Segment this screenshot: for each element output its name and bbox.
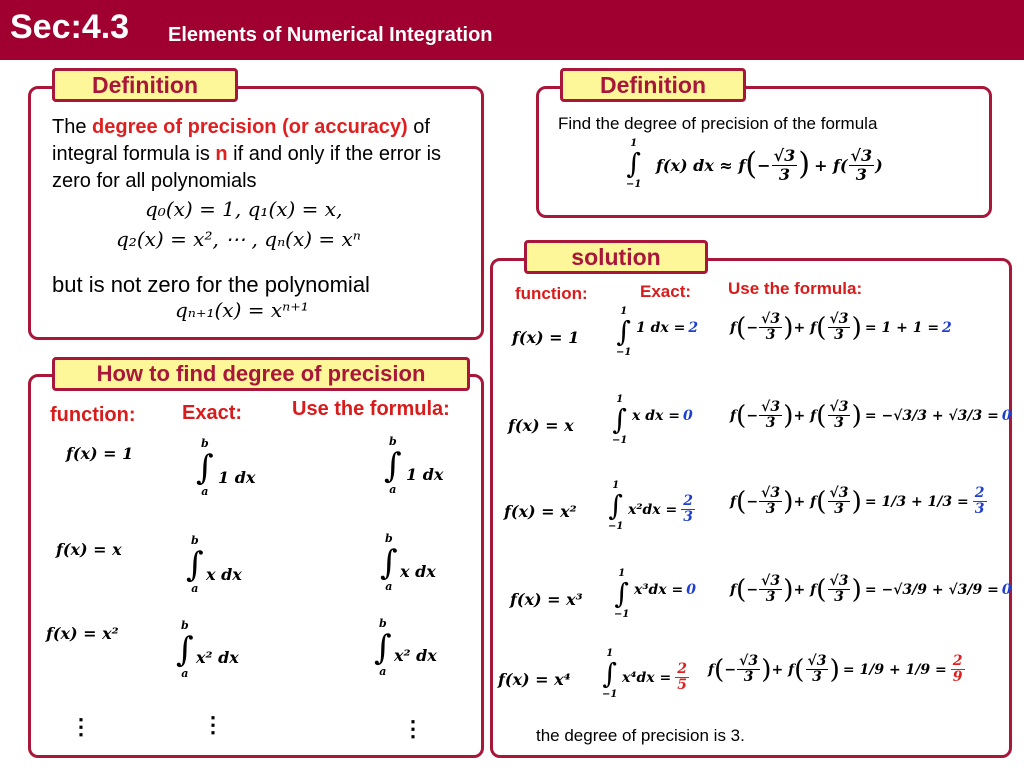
solution-integrand-1: 1 dx = [636, 320, 686, 336]
def-text-highlight: degree of precision (or accuracy) [92, 116, 408, 138]
how-to-formula-integrand-1: 1 dx [406, 465, 444, 484]
solution-tag: solution [524, 240, 708, 274]
solution-integrand-5: x⁴dx = [622, 669, 672, 686]
how-to-exact-integrand-1: 1 dx [218, 468, 256, 487]
solution-use-formula-header: Use the formula: [728, 279, 863, 298]
solution-result-3: $\frac{2}{3}$ [974, 485, 985, 518]
how-to-func-2: f(x) = x [56, 540, 122, 559]
formula-frac-den-1: 3 [778, 164, 790, 184]
def-text-middle: of integral formula is [52, 116, 430, 165]
integral-sign-icon: ∫ [608, 489, 623, 522]
solution-rhs-5: = 1/9 + 1/9 = [842, 661, 947, 678]
formula-integrand: f(x) dx ≈ f [656, 155, 746, 175]
how-to-formula-integrand-3: x² dx [394, 646, 437, 665]
solution-func-3: f(x) = x² [504, 502, 577, 521]
solution-integral-1: 1 ∫ −1 [616, 306, 632, 358]
conclusion-text: the degree of precision is 3. [536, 726, 745, 745]
solution-formula-5: f ( − $\frac{√3}{3}$ ) + f ( $\frac{√3}{3}$ ) = 1/9 + 1/9 = $\frac{2}{9}$ [708, 653, 963, 686]
solution-result-2: 0 [1001, 407, 1012, 424]
polynomial-equation-1: q₀(x) = 1, q₁(x) = x, [145, 197, 343, 221]
how-to-exact-integrand-2: x dx [206, 565, 242, 584]
solution-exact-4 [634, 582, 696, 598]
solution-exact-3 [628, 494, 696, 526]
how-to-ellipsis-3: ⋮ [402, 716, 424, 741]
solution-exact-value-4: 0 [686, 582, 696, 598]
formula-upper-limit: 1 [630, 138, 638, 149]
how-to-formula-integral-1: b ∫ a [384, 435, 402, 496]
solution-formula-2: f ( − $\frac{√3}{3}$ ) + f ( $\frac{√3}{3}$ ) = −√3/3 + √3/3 = 0 [730, 399, 1012, 432]
formula-minus: − [757, 155, 771, 175]
definition-text [52, 114, 472, 195]
find-degree-text: Find the degree of precision of the formula [558, 114, 878, 133]
but-not-zero-text: but is not zero for the polynomial [52, 272, 370, 297]
formula-plus: + f( [814, 155, 848, 175]
formula-close: ) [875, 155, 883, 175]
solution-integral-2: 1 ∫ −1 [612, 394, 628, 446]
solution-integrand-3: x²dx = [628, 501, 678, 518]
integral-sign-icon: ∫ [612, 403, 627, 436]
title-bar [0, 0, 1024, 60]
how-to-use-formula-header: Use the formula: [292, 398, 450, 420]
solution-rhs-4: = −√3/9 + √3/9 = [864, 581, 999, 598]
how-to-ellipsis-2: ⋮ [202, 712, 224, 737]
formula-integral [626, 138, 641, 190]
def-text-suffix: if and only if the error is zero for all polynomials [52, 143, 442, 192]
definition-tag-right: Definition [560, 68, 746, 102]
solution-exact-value-5: $\frac{2}{5}$ [677, 661, 687, 694]
solution-formula-3: f ( − $\frac{√3}{3}$ ) + f ( $\frac{√3}{3}$ ) = 1/3 + 1/3 = $\frac{2}{3}$ [730, 485, 985, 518]
integral-sign-icon: ∫ [602, 657, 617, 690]
solution-exact-value-3: $\frac{2}{3}$ [683, 493, 693, 526]
solution-result-4: 0 [1001, 581, 1012, 598]
definition-tag-left: Definition [52, 68, 238, 102]
section-number: Sec:4.3 [10, 8, 130, 46]
how-to-function-header: function: [50, 404, 136, 426]
how-to-func-3: f(x) = x² [46, 624, 119, 643]
how-to-exact-header: Exact: [182, 402, 243, 424]
def-text-n: n [215, 143, 228, 165]
solution-exact-value-2: 0 [682, 408, 693, 424]
solution-integral-4: 1 ∫ −1 [614, 568, 630, 620]
solution-exact-1 [636, 320, 698, 336]
polynomial-equation-3: qₙ₊₁(x) = xⁿ⁺¹ [175, 298, 309, 322]
solution-func-4: f(x) = x³ [510, 590, 583, 609]
solution-exact-2 [632, 408, 693, 424]
how-to-exact-integral-2: b ∫ a [186, 534, 204, 595]
integral-sign-icon: ∫ [616, 315, 631, 348]
formula-frac-num-2: √3 [850, 146, 873, 165]
solution-exact-value-1: 2 [688, 320, 699, 336]
how-to-exact-integral-3: b ∫ a [176, 619, 194, 680]
solution-result-5: $\frac{2}{9}$ [952, 653, 963, 686]
solution-exact-header: Exact: [640, 282, 692, 301]
how-to-func-1: f(x) = 1 [66, 444, 134, 463]
solution-result-1: 2 [942, 319, 952, 336]
integral-sign-icon: ∫ [626, 147, 641, 180]
polynomial-equation-2: q₂(x) = x², ⋯ , qₙ(x) = xⁿ [116, 227, 361, 251]
solution-func-1: f(x) = 1 [512, 328, 580, 347]
solution-exact-5 [622, 662, 690, 694]
solution-formula-4: f ( − $\frac{√3}{3}$ ) + f ( $\frac{√3}{3}$ ) = −√3/9 + √3/9 = 0 [730, 573, 1012, 606]
solution-rhs-3: = 1/3 + 1/3 = [864, 493, 969, 510]
solution-func-5: f(x) = x⁴ [498, 670, 571, 689]
how-to-formula-integral-2: b ∫ a [380, 532, 398, 593]
how-to-formula-integral-3: b ∫ a [374, 617, 392, 678]
solution-formula-1: f ( − $\frac{√3}{3}$ ) + f ( $\frac{√3}{3}$ ) = 1 + 1 = 2 [730, 311, 952, 344]
how-to-formula-integrand-2: x dx [400, 562, 436, 581]
solution-integral-3: 1 ∫ −1 [608, 480, 624, 532]
formula-expression: f(x) dx ≈ f ( − $\frac{√3}{3}$ ) + f( $\frac{√3}{3}$ ) [656, 146, 883, 184]
how-to-tag: How to find degree of precision [52, 357, 470, 391]
solution-rhs-1: = 1 + 1 = [864, 319, 940, 336]
formula-lower-limit: −1 [626, 179, 642, 190]
slide-title: Elements of Numerical Integration [168, 24, 493, 46]
solution-integrand-4: x³dx = [634, 582, 684, 598]
solution-func-2: f(x) = x [508, 416, 574, 435]
solution-function-header: function: [515, 284, 588, 303]
solution-integrand-2: x dx = [632, 408, 680, 424]
how-to-ellipsis-1: ⋮ [70, 714, 92, 739]
formula-frac-den-2: 3 [855, 164, 867, 184]
how-to-exact-integrand-3: x² dx [196, 648, 239, 667]
def-text-prefix: The [52, 116, 93, 138]
solution-integral-5: 1 ∫ −1 [602, 648, 618, 700]
integral-sign-icon: ∫ [614, 577, 629, 610]
how-to-exact-integral-1: b ∫ a [196, 437, 214, 498]
solution-rhs-2: = −√3/3 + √3/3 = [864, 407, 999, 424]
formula-frac-num-1: √3 [773, 146, 796, 165]
